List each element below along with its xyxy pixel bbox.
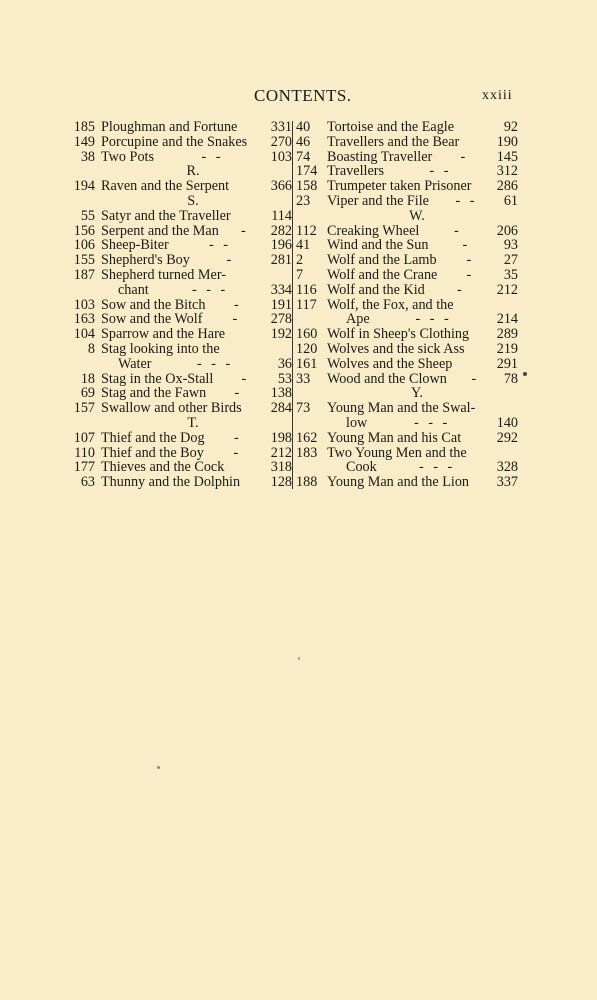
page-reference: 286: [496, 178, 518, 195]
fable-title: Ploughman and Fortune: [101, 119, 238, 135]
page-reference: 61: [503, 192, 518, 209]
fable-number: 63: [80, 474, 95, 491]
page-reference: 366: [270, 178, 292, 195]
fable-title: Trumpeter taken Prisoner: [327, 178, 472, 195]
fable-title: Water: [118, 355, 152, 372]
leader-dashes: -: [241, 222, 249, 239]
fable-number: 107: [73, 429, 95, 446]
toc-entry: [68, 475, 292, 490]
fable-number: 2: [296, 252, 304, 269]
toc-entry: [296, 238, 518, 253]
toc-entry: [296, 164, 518, 179]
fable-title: Shepherd's Boy: [101, 252, 190, 269]
fable-title: Wind and the Sun: [327, 237, 429, 254]
fable-title: Stag and the Fawn: [101, 385, 207, 402]
fable-title: Thief and the Boy: [101, 444, 204, 461]
toc-entry: [296, 342, 518, 357]
page-reference: 278: [270, 311, 292, 328]
fable-title: Thunny and the Dolphin: [101, 474, 241, 491]
page-reference: 291: [496, 355, 518, 372]
fable-number: 177: [73, 459, 95, 476]
page-reference: 27: [503, 252, 518, 269]
page-reference: 284: [270, 400, 292, 417]
section-letter: W.: [409, 207, 425, 224]
page-reference: 93: [503, 237, 518, 254]
page-reference: 114: [271, 207, 292, 224]
toc-entry: [68, 120, 292, 135]
fable-number: 149: [73, 133, 95, 150]
page-reference: 140: [496, 414, 518, 431]
leader-dashes: -: [462, 237, 471, 254]
fable-title: Thieves and the Cock: [101, 459, 225, 476]
print-speck: [523, 372, 527, 376]
fable-number: 185: [73, 119, 95, 135]
page-reference: 92: [503, 119, 518, 135]
fable-number: 74: [296, 148, 311, 165]
fable-number: 18: [80, 370, 95, 387]
fable-title: Cook: [346, 459, 377, 476]
toc-entry: [296, 135, 518, 150]
section-letter: S.: [187, 192, 199, 209]
leader-dashes: - -: [455, 192, 478, 209]
page-reference: 138: [270, 385, 292, 402]
toc-entry: [68, 446, 292, 461]
toc-entry: [68, 431, 292, 446]
page-reference: 128: [270, 474, 292, 491]
toc-entry: [296, 298, 518, 313]
fable-number: 8: [87, 340, 95, 357]
fable-title: Wolf and the Lamb: [327, 252, 437, 269]
fable-number: 106: [73, 237, 95, 254]
section-letter: R.: [186, 163, 200, 180]
fable-number: 41: [296, 237, 311, 254]
fable-title: Wood and the Clown: [327, 370, 447, 387]
fable-number: 161: [296, 355, 318, 372]
fable-title: Porcupine and the Snakes: [101, 133, 248, 150]
fable-title: Two Pots: [101, 148, 155, 165]
leader-dashes: -: [234, 385, 243, 402]
leader-dashes: - -: [429, 163, 452, 180]
leader-dashes: -: [233, 444, 242, 461]
fable-number: 116: [296, 281, 317, 298]
fable-number: 110: [74, 444, 95, 461]
fable-title: Raven and the Serpent: [101, 178, 230, 195]
fable-number: 55: [80, 207, 95, 224]
toc-entry: [296, 475, 518, 490]
fable-title: Tortoise and the Eagle: [327, 119, 455, 135]
page-number: xxiii: [482, 88, 513, 103]
fable-number: 117: [296, 296, 317, 313]
toc-entry: [68, 298, 292, 313]
page-reference: 312: [496, 163, 518, 180]
toc-entry: [296, 194, 518, 209]
toc-entry-continuation: [296, 460, 518, 475]
fable-title: Wolf and the Crane: [327, 266, 438, 283]
fable-title: chant: [118, 281, 149, 298]
page-reference: 337: [496, 474, 518, 491]
page-reference: 331: [270, 119, 292, 135]
leader-dashes: - -: [209, 237, 231, 254]
fable-title: Sow and the Wolf: [101, 311, 203, 328]
toc-entry: [68, 179, 292, 194]
fable-title: Stag in the Ox-Stall: [101, 370, 214, 387]
toc-entry: [296, 327, 518, 342]
fable-number: 104: [73, 326, 95, 343]
fable-title: Travellers: [327, 163, 385, 180]
page-title: CONTENTS.: [254, 86, 352, 105]
toc-entry-continuation: [296, 312, 518, 327]
fable-title: low: [346, 414, 368, 431]
fable-number: 103: [73, 296, 95, 313]
fable-number: 120: [296, 340, 318, 357]
page-reference: 212: [270, 444, 292, 461]
leader-dashes: -: [466, 266, 475, 283]
fable-title: Sparrow and the Hare: [101, 326, 226, 343]
page-reference: 198: [270, 429, 292, 446]
page-reference: 328: [496, 459, 518, 476]
toc-entry-continuation: [68, 357, 292, 372]
page-reference: 270: [270, 133, 292, 150]
leader-dashes: - - -: [419, 459, 456, 476]
fable-title: Swallow and other Birds: [101, 400, 242, 417]
toc-entry: [296, 446, 518, 461]
fable-number: 46: [296, 133, 311, 150]
fable-title: Wolf in Sheep's Clothing: [327, 326, 470, 343]
page-reference: 192: [270, 326, 292, 343]
fable-title: Shepherd turned Mer-: [101, 266, 226, 283]
toc-entry-continuation: [296, 416, 518, 431]
fable-title: Wolf and the Kid: [327, 281, 425, 298]
page-reference: 103: [270, 148, 292, 165]
toc-entry: [68, 238, 292, 253]
fable-number: 158: [296, 178, 318, 195]
leader-dashes: - - -: [414, 414, 451, 431]
fable-title: Young Man and his Cat: [327, 429, 462, 446]
page-reference: 214: [496, 311, 518, 328]
page-reference: 318: [270, 459, 292, 476]
toc-entry: [68, 342, 292, 357]
leader-dashes: - - -: [192, 281, 229, 298]
page-reference: 36: [277, 355, 292, 372]
toc-entry: [296, 357, 518, 372]
fable-number: 7: [296, 266, 304, 283]
toc-entry: [68, 401, 292, 416]
page-reference: 196: [270, 237, 292, 254]
leader-dashes: -: [234, 429, 242, 446]
page-reference: 35: [503, 266, 518, 283]
print-speck: [298, 657, 300, 660]
fable-number: 40: [296, 119, 311, 135]
toc-entry: [68, 372, 292, 387]
page-reference: 219: [496, 340, 518, 357]
fable-number: 23: [296, 192, 311, 209]
toc-entry: [68, 209, 292, 224]
fable-number: 155: [73, 252, 95, 269]
toc-entry: [296, 253, 518, 268]
fable-number: 156: [73, 222, 95, 239]
toc-entry: [68, 268, 292, 283]
leader-dashes: -: [232, 311, 241, 328]
page-reference: 212: [496, 281, 518, 298]
toc-entry: [296, 372, 518, 387]
fable-title: Young Man and the Swal-: [327, 400, 476, 417]
fable-title: Sheep-Biter: [101, 237, 169, 254]
leader-dashes: -: [226, 252, 235, 269]
fable-title: Viper and the File: [327, 192, 429, 209]
fable-title: Travellers and the Bear: [327, 133, 460, 150]
toc-entry: [296, 431, 518, 446]
toc-entry: [296, 401, 518, 416]
page-reference: 289: [496, 326, 518, 343]
page-reference: 206: [496, 222, 518, 239]
toc-entry: [68, 327, 292, 342]
page-reference: 281: [270, 252, 292, 269]
toc-entry: [68, 135, 292, 150]
page-header: [0, 86, 597, 108]
section-letter: T.: [187, 414, 199, 431]
fable-number: 174: [296, 163, 318, 180]
leader-dashes: - - -: [197, 355, 234, 372]
toc-entry: [68, 312, 292, 327]
fable-number: 112: [296, 222, 317, 239]
fable-title: Two Young Men and the: [327, 444, 467, 461]
fable-title: Sow and the Bitch: [101, 296, 206, 313]
print-speck: [157, 766, 160, 769]
toc-entry: [68, 460, 292, 475]
toc-entry: [296, 120, 518, 135]
fable-number: 194: [73, 178, 95, 195]
page-reference: 145: [496, 148, 518, 165]
leader-dashes: -: [460, 148, 469, 165]
fable-title: Wolves and the sick Ass: [327, 340, 465, 357]
toc-entry: [68, 253, 292, 268]
fable-title: Young Man and the Lion: [327, 474, 470, 491]
fable-title: Wolf, the Fox, and the: [327, 296, 454, 313]
contents-right-column: [296, 120, 518, 490]
leader-dashes: - -: [201, 148, 224, 165]
contents-left-column: [68, 120, 292, 490]
toc-entry: [68, 224, 292, 239]
toc-entry: [296, 224, 518, 239]
page-reference: 292: [496, 429, 518, 446]
toc-entry: [296, 179, 518, 194]
page-reference: 53: [277, 370, 292, 387]
leader-dashes: -: [466, 252, 475, 269]
fable-title: Wolves and the Sheep: [327, 355, 453, 372]
toc-entry-continuation: [68, 283, 292, 298]
leader-dashes: -: [454, 222, 462, 239]
page-reference: 334: [270, 281, 292, 298]
fable-number: 33: [296, 370, 311, 387]
toc-entry: [68, 386, 292, 401]
fable-number: 163: [73, 311, 95, 328]
fable-number: 38: [80, 148, 95, 165]
page-reference: 78: [503, 370, 518, 387]
fable-title: Boasting Traveller: [327, 148, 433, 165]
fable-number: 160: [296, 326, 318, 343]
fable-title: Satyr and the Traveller: [101, 207, 231, 224]
fable-title: Serpent and the Man: [101, 222, 219, 239]
fable-number: 73: [296, 400, 311, 417]
fable-number: 157: [73, 400, 95, 417]
leader-dashes: - - -: [415, 311, 452, 328]
leader-dashes: -: [471, 370, 480, 387]
toc-entry: [296, 268, 518, 283]
fable-number: 188: [296, 474, 318, 491]
fable-number: 162: [296, 429, 318, 446]
page-reference: 191: [270, 296, 292, 313]
toc-entry: [296, 283, 518, 298]
fable-number: 187: [73, 266, 95, 283]
column-divider: [292, 121, 293, 489]
fable-number: 183: [296, 444, 318, 461]
toc-entry: [296, 150, 518, 165]
page-reference: 190: [496, 133, 518, 150]
leader-dashes: -: [457, 281, 465, 298]
toc-entry: [68, 150, 292, 165]
fable-title: Creaking Wheel: [327, 222, 420, 239]
leader-dashes: -: [241, 370, 250, 387]
page-reference: 282: [270, 222, 292, 239]
leader-dashes: -: [234, 296, 242, 313]
fable-number: 69: [80, 385, 95, 402]
fable-title: Ape: [346, 311, 370, 328]
section-letter: Y.: [411, 385, 423, 402]
fable-title: Thief and the Dog: [101, 429, 205, 446]
fable-title: Stag looking into the: [101, 340, 220, 357]
